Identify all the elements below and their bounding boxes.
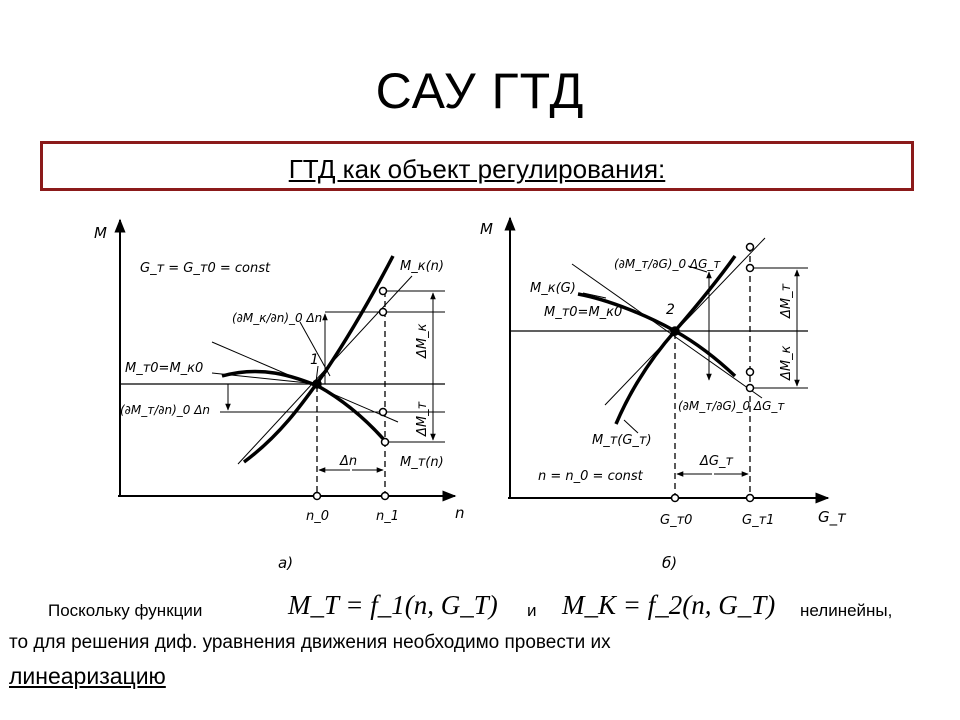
b-delta-g: ΔG_т: [700, 454, 734, 469]
a-point-1: [313, 380, 321, 388]
b-axis-y-label: M: [480, 220, 493, 238]
a-marker-n1: [382, 493, 389, 500]
a-delta-n: Δn: [340, 454, 358, 469]
b-caption: б): [662, 554, 678, 572]
b-marker-bot2: [747, 385, 754, 392]
b-deriv-down: (∂M_т/∂G)_0 ΔG_т: [678, 399, 785, 413]
b-eq-label: M_т0=M_к0: [544, 305, 623, 320]
b-labels: [480, 220, 847, 572]
a-tick-n0: n_0: [306, 509, 330, 524]
diagrams: [0, 200, 960, 580]
a-curve-mk-label: M_к(n): [400, 259, 444, 274]
a-marker-bottom: [382, 439, 389, 446]
b-marker-g1: [747, 495, 754, 502]
text-and: и: [527, 601, 537, 620]
b-cond: n = n_0 = const: [538, 469, 643, 484]
text-line2: то для решения диф. уравнения движения необходимо провести их: [9, 632, 611, 653]
b-deriv-up: (∂M_т/∂G)_0 ΔG_т: [614, 257, 721, 271]
b-delta-mk: ΔM_к: [779, 345, 794, 380]
text-line3: линеаризацию: [9, 663, 166, 689]
b-point-2: [671, 327, 679, 335]
b-curve-mk-label: M_к(G): [530, 281, 576, 296]
b-tick-g1: G_т1: [742, 513, 775, 528]
a-eq-label: M_т0=M_к0: [125, 361, 204, 376]
text-nonlinear: нелинейны,: [800, 601, 893, 620]
b-axis-x-label: G_т: [818, 508, 846, 526]
b-leader-mt: [624, 420, 638, 433]
a-deriv-k: (∂M_к/∂n)_0 Δn: [232, 311, 323, 325]
b-marker-g0: [672, 495, 679, 502]
a-caption: а): [278, 554, 294, 572]
a-point-label: 1: [310, 352, 319, 368]
a-axis-y-label: M: [94, 224, 107, 242]
a-deriv-t: (∂M_т/∂n)_0 Δn: [120, 403, 211, 417]
subtitle: ГТД как объект регулирования:: [288, 154, 666, 184]
b-delta-mt: ΔM_т: [779, 283, 794, 318]
a-marker-top: [380, 288, 387, 295]
formula-mt: M_T = f_1(n, G_T): [288, 590, 498, 620]
a-delta-mt: ΔM_т: [415, 401, 430, 436]
b-point-label: 2: [666, 302, 675, 318]
a-marker-upper: [380, 309, 387, 316]
b-marker-top1: [747, 244, 754, 251]
a-curve-mt-label: M_т(n): [400, 455, 444, 470]
subtitle-box: [40, 141, 914, 191]
b-marker-top2: [747, 265, 754, 272]
b-curve-mt-label: M_т(G_т): [592, 433, 652, 448]
b-marker-bot1: [747, 369, 754, 376]
a-marker-lower: [380, 409, 387, 416]
a-tick-n1: n_1: [376, 509, 400, 524]
a-marker-n0: [314, 493, 321, 500]
a-cond: G_т = G_т0 = const: [140, 261, 271, 276]
text-since: Поскольку функции: [48, 601, 203, 620]
formula-row: [0, 590, 960, 630]
b-tick-g0: G_т0: [660, 513, 693, 528]
formula-mk: M_K = f_2(n, G_T): [562, 590, 776, 620]
a-axis-x-label: n: [455, 504, 465, 522]
a-labels: [94, 224, 465, 572]
slide-title: САУ ГТД: [375, 63, 585, 119]
a-delta-mk: ΔM_к: [415, 323, 430, 358]
a-tangent-t: [212, 342, 398, 422]
